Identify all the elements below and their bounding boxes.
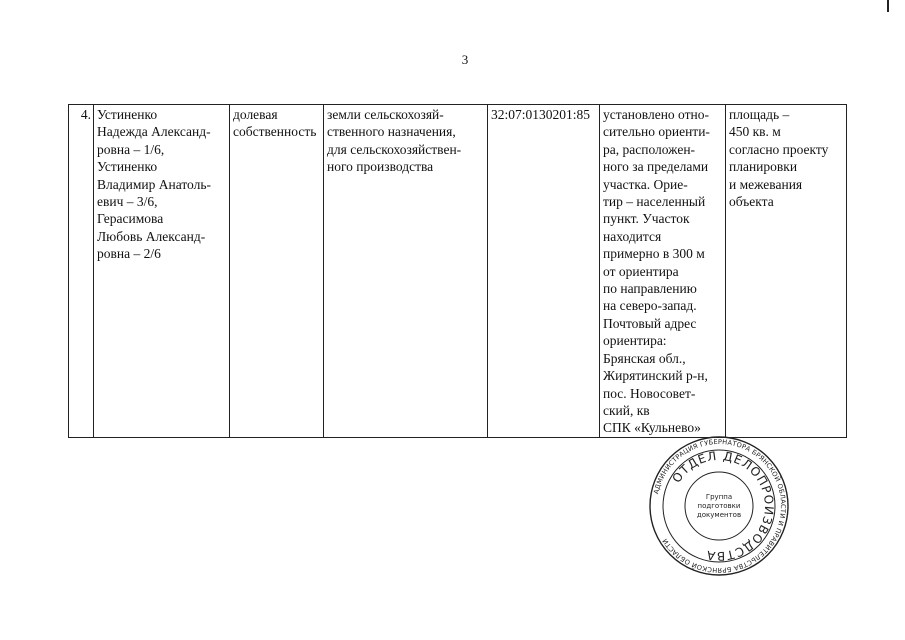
land-parcels-table bbox=[68, 104, 847, 438]
scan-mark bbox=[887, 0, 889, 12]
seal-center-line-1: Группа bbox=[705, 493, 733, 501]
land-category-cell: земли сельскохозяй- ственного назначения, для сельскохозяйствен- ного производства bbox=[324, 105, 488, 438]
owners-cell: Устиненко Надежда Александ- ровна – 1/6, Устиненко Владимир Анатоль- евич – 3/6, Герасимова Любовь Александ- ровна – 2/6 bbox=[94, 105, 230, 438]
seal-center-line-2: подготовки bbox=[697, 502, 741, 510]
area-cell: площадь – 450 кв. м согласно проекту планировки и межевания объекта bbox=[726, 105, 847, 438]
cadastral-number-cell: 32:07:0130201:85 bbox=[488, 105, 600, 438]
round-seal-icon bbox=[648, 435, 790, 577]
seal-center-line-3: документов bbox=[696, 511, 742, 519]
right-type-cell: долевая собственность bbox=[230, 105, 324, 438]
location-cell: установлено отно- сительно ориенти- ра, расположен- ного за пределами участка. Орие- тир – населенный пункт. Участок находится примерно в 300 м от ориентира по направлению на северо-запад. Почтовый адрес ориентира: Брянская обл., Жирятинский р-н, пос. Новосовет- ский, кв СПК «Кульнево» bbox=[600, 105, 726, 438]
seal-outer-text: АДМИНИСТРАЦИЯ ГУБЕРНАТОРА БРЯНСКОЙ ОБЛАСТИ И ПРАВИТЕЛЬСТВА БРЯНСКОЙ ОБЛАСТИ bbox=[652, 437, 788, 575]
seal-ring-text: ОТДЕЛ ДЕЛОПРОИЗВОДСТВА bbox=[669, 448, 777, 564]
row-number-cell: 4. bbox=[69, 105, 94, 438]
table-row bbox=[69, 105, 847, 438]
page-number: 3 bbox=[461, 52, 469, 67]
